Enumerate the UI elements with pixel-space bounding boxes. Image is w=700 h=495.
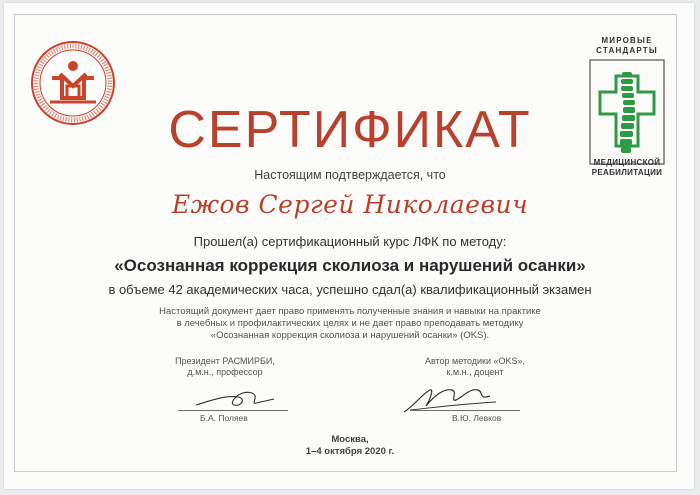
right-signatory-title: [400, 356, 550, 378]
brand-top-line-1: МИРОВЫЕ: [601, 36, 653, 45]
left-signatory-title-1: Президент РАСМИРБИ,: [175, 356, 275, 366]
left-signatory-title: [150, 356, 300, 378]
left-signature-line: [178, 410, 288, 411]
volume-line: в объеме 42 академических часа, успешно сдал(а) квалификационный экзамен: [108, 282, 592, 297]
recipient-name: Ежов Сергей Николаевич: [171, 190, 529, 219]
left-signature-icon: [190, 385, 280, 413]
brand-bottom-line-2: РЕАБИЛИТАЦИИ: [591, 168, 663, 177]
right-signature-line: [410, 410, 520, 411]
method-name: «Осознанная коррекция сколиоза и нарушений осанки»: [114, 256, 586, 275]
right-signatory-title-2: к.м.н., доцент: [446, 367, 504, 377]
left-signatory-title-2: д.м.н., профессор: [187, 367, 263, 377]
right-signatory-title-1: Автор методики «OKS»,: [424, 356, 526, 366]
brand-bottom-line-1: МЕДИЦИНСКОЙ: [593, 158, 661, 167]
right-signatory-name: В.Ю. Левков: [452, 413, 502, 423]
date: 1–4 октября 2020 г.: [305, 446, 395, 457]
certificate-title: СЕРТИФИКАТ: [168, 101, 532, 159]
rights-line-1: Настоящий документ дает право применять полученные знания и навыки на практике: [159, 306, 541, 317]
left-signatory-name: Б.А. Поляев: [200, 413, 248, 423]
course-line: Прошел(а) сертификационный курс ЛФК по методу:: [193, 234, 507, 249]
rights-line-2: в лечебных и профилактических целях и не дает право преподавать методику: [176, 318, 524, 329]
brand-top-text: [586, 36, 668, 56]
brand-top-line-2: СТАНДАРТЫ: [596, 46, 658, 55]
rights-line-3: «Осознанная коррекция сколиоза и нарушений осанки» (OKS).: [210, 330, 490, 341]
confirm-text: Настоящим подтверждается, что: [254, 168, 446, 182]
city: Москва,: [331, 434, 369, 445]
